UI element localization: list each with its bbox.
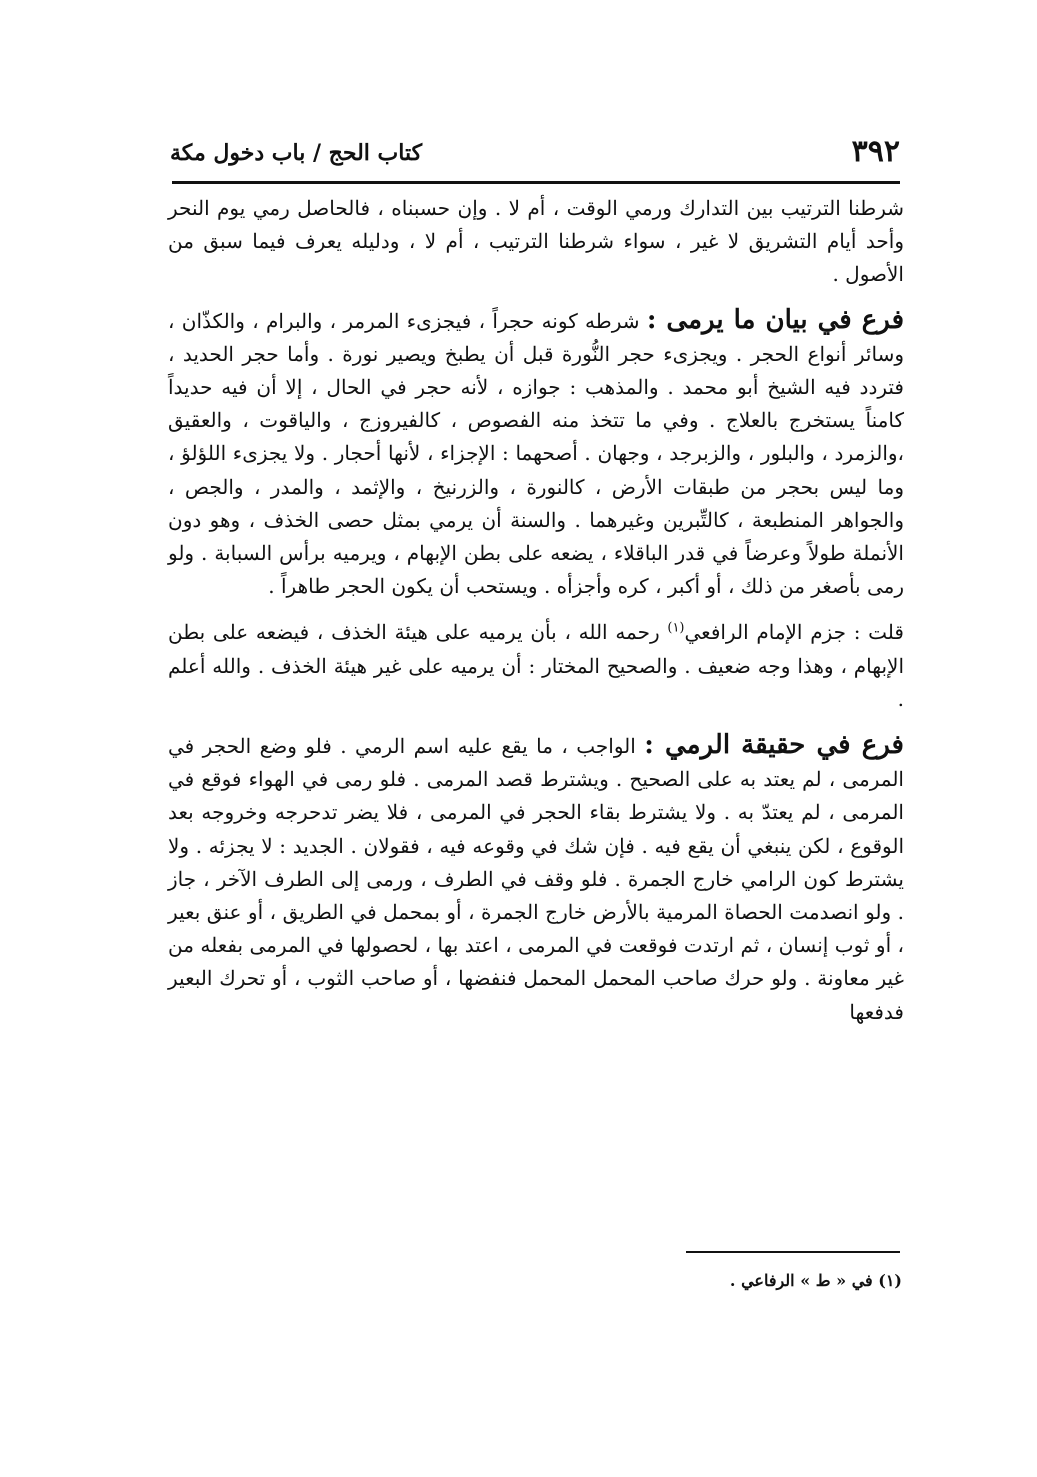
header-divider xyxy=(172,181,900,184)
page-header xyxy=(170,132,900,172)
section-heading: فرع في بيان ما يرمى : xyxy=(646,304,905,335)
paragraph-text: الواجب ، ما يقع عليه اسم الرمي . فلو وضع الحجر في المرمى ، لم يعتد به على الصحيح . ويشترط قصد المرمى . فلو رمى في الهواء فوقع في المرمى ، لم يعتدّ به . ولا يشترط بقاء الحجر في المرمى ، فلا يضر تدحرجه وخروجه بعد الوقوع ، لكن ينبغي أن يقع فيه . فإن شك في وقوعه فيه ، فقولان . الجديد : لا يجزئه . ولا يشترط كون الرامي خارج الجمرة . فلو وقف في الطرف ، ورمى إلى الطرف الآخر ، جاز . ولو انصدمت الحصاة المرمية بالأرض خارج الجمرة ، أو بمحمل في الطريق ، أو عنق بعير ، أو ثوب إنسان ، ثم ارتدت فوقعت في المرمى ، اعتد بها ، لحصولها في المرمى بفعله من غير معاونة . ولو حرك صاحب المحمل المحمل فنفضها ، أو صاحب الثوب ، أو تحرك البعير فدفعها xyxy=(168,734,905,1024)
footnote-reference[interactable]: (١) xyxy=(667,620,685,636)
paragraph-continuation xyxy=(168,192,904,292)
body-text xyxy=(168,192,904,1042)
footnote-divider xyxy=(686,1251,900,1253)
paragraph-text: رحمه الله ، بأن يرميه على هيئة الخذف ، فيضعه على بطن الإبهام ، وهذا وجه ضعيف . والصحيح المختار : أن يرميه على غير هيئة الخذف . والله أعلم . xyxy=(168,620,904,711)
paragraph-what-is-thrown xyxy=(168,304,904,604)
running-title: كتاب الحج / باب دخول مكة xyxy=(170,140,423,166)
paragraph-nature-of-throwing xyxy=(168,729,904,1029)
paragraph-nawawi-comment xyxy=(168,616,904,716)
paragraph-text: شرطنا الترتيب بين التدارك ورمي الوقت ، أم لا . وإن حسبناه ، فالحاصل رمي يوم النحر وأحد أيام التشريق لا غير ، سواء شرطنا الترتيب ، أم لا ، ودليله يعرف فيما سبق من الأصول . xyxy=(168,196,904,287)
paragraph-text: شرطه كونه حجراً ، فيجزىء المرمر ، والبرام ، والكذّان ، وسائر أنواع الحجر . ويجزىء حجر النُّورة قبل أن يطبخ ويصير نورة . وأما حجر الحديد ، فتردد فيه الشيخ أبو محمد . والمذهب : جوازه ، لأنه حجر في الحال ، إلا أن فيه حديداً كامناً يستخرج بالعلاج . وفي ما تتخذ منه الفصوص ، كالفيروزج ، والياقوت ، والعقيق ،والزمرد ، والبلور ، والزبرجد ، وجهان . أصحهما : الإجزاء ، لأنها أحجار . ولا يجزىء اللؤلؤ ، وما ليس بحجر من طبقات الأرض ، كالنورة ، والزرنيخ ، والإثمد ، والمدر ، والجص ، والجواهر المنطبعة ، كالتِّبرين وغيرهما . والسنة أن يرمي بمثل حصى الخذف ، وهو دون الأنملة طولاً وعرضاً في قدر الباقلاء ، يضعه على بطن الإبهام ، ويرميه برأس السبابة . ولو رمى بأصغر من ذلك ، أو أكبر ، كره وأجزأه . ويستحب أن يكون الحجر طاهراً . xyxy=(168,308,904,599)
footnote: (١) في « ط » الرفاعي . xyxy=(729,1271,902,1290)
page-number: ٣٩٢ xyxy=(851,134,900,169)
section-heading: فرع في حقيقة الرمي : xyxy=(644,730,904,761)
paragraph-text-before-ref: قلت : جزم الإمام الرافعي xyxy=(684,620,904,645)
